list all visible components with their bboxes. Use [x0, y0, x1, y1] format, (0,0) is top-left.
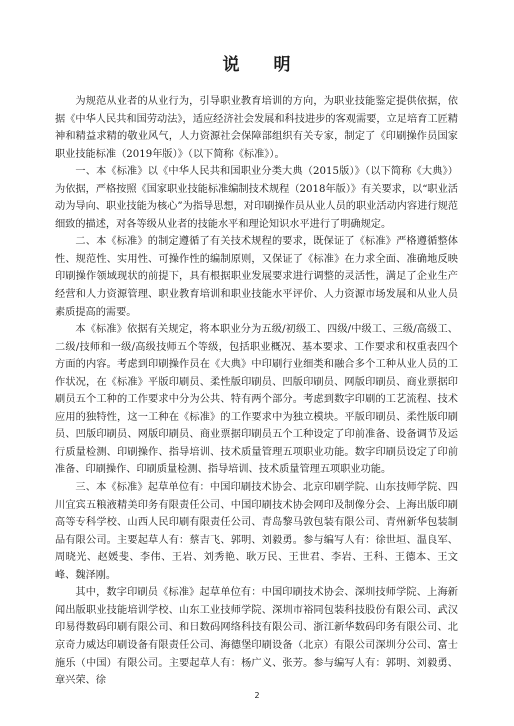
- paragraph-principles: 二、本《标准》的制定遵循了有关技术规程的要求，既保证了《标准》严格遵循整体性、规范性、实用性、可操作性的编制原则，又保证了《标准》在力求全面、准确地反映印刷操作领域现状的前提下，具有根据职业发展要求进行调整的灵活性，满足了企业生产经营和人力资源管理、职业教育培训和职业技能水平评价、人力资源市场发展和从业人员素质提高的需要。: [55, 236, 458, 318]
- paragraph-digital-drafting-units: 其中，数字印刷员《标准》起草单位有：中国印刷技术协会、深圳技师学院、上海新闻出版职业技能培训学校、山东工业技师学院、深圳市裕同包装科技股份有限公司、武汉印易得数码印刷有限公司、和日数码网络科技有限公司、浙江新华数码印务有限公司、北京奇力威达印刷设备有限责任公司、海德堡印刷设备（北京）有限公司深圳分公司、富士施乐（中国）有限公司。主要起草人有：杨广义、张芳。参与编写人有：郭明、刘毅勇、章兴荣、徐: [55, 587, 458, 687]
- paragraph-basis: 一、本《标准》以《中华人民共和国职业分类大典（2015版）》（以下简称《大典》）为依据，严格按照《国家职业技能标准编制技术规程（2018年版）》有关要求，以“职业活动为导向、职业技能为核心”为指导思想，对印刷操作员从业人员的职业活动内容进行规范细致的描述，对各等级从业者的技能水平和理论知识水平进行了明确规定。: [55, 166, 458, 230]
- paragraph-intro: 为规范从业者的从业行为，引导职业教育培训的方向，为职业技能鉴定提供依据，依据《中华人民共和国劳动法》，适应经济社会发展和科技进步的客观需要，立足培育工匠精神和精益求精的敬业风气，人力资源社会保障部组织有关专家，制定了《印刷操作员国家职业技能标准（2019年版）》（以下简称《标准》）。: [55, 96, 458, 160]
- page-title: 说 明: [222, 55, 305, 75]
- page-number: 2: [254, 691, 260, 700]
- paragraph-drafting-units: 三、本《标准》起草单位有：中国印刷技术协会、北京印刷学院、山东技师学院、四川宜宾五粮液精美印务有限责任公司、中国印刷技术协会网印及制像分会、上海出版印刷高等专科学校、山西人民印刷有限责任公司、青岛黎马敦包装有限公司、青州新华包装制品有限公司。主要起草人有：蔡吉飞、郭明、刘毅勇。参与编写人有：徐世垣、温良军、周晓光、赵媛斐、李伟、王岩、刘秀艳、耿万民、王世君、李岩、王科、王德本、王文峰、魏泽刚。: [55, 482, 458, 581]
- paragraph-levels: 本《标准》依据有关规定，将本职业分为五级/初级工、四级/中级工、三级/高级工、二级/技师和一级/高级技师五个等级，包括职业概况、基本要求、工作要求和权重表四个方面的内容。考虑到印刷操作员在《大典》中印刷行业细类和融合多个工种从业人员的工作状况，在《标准》平版印刷员、柔性版印刷员、凹版印刷员、网版印刷员、商业票据印刷员五个工种的工作要求中分为公共、特有两个部分。考虑到数字印刷的工艺流程、技术应用的独特性，这一工种在《标准》的工作要求中为独立模块。平版印刷员、柔性版印刷员、凹版印刷员、网版印刷员、商业票据印刷员五个工种设定了印前准备、设备调节及运行质量检测、印刷操作、指导培训、技术质量管理五项职业功能。数字印刷员设定了印前准备、印刷操作、印刷质量检测、指导培训、技术质量管理五项职业功能。: [55, 324, 458, 476]
